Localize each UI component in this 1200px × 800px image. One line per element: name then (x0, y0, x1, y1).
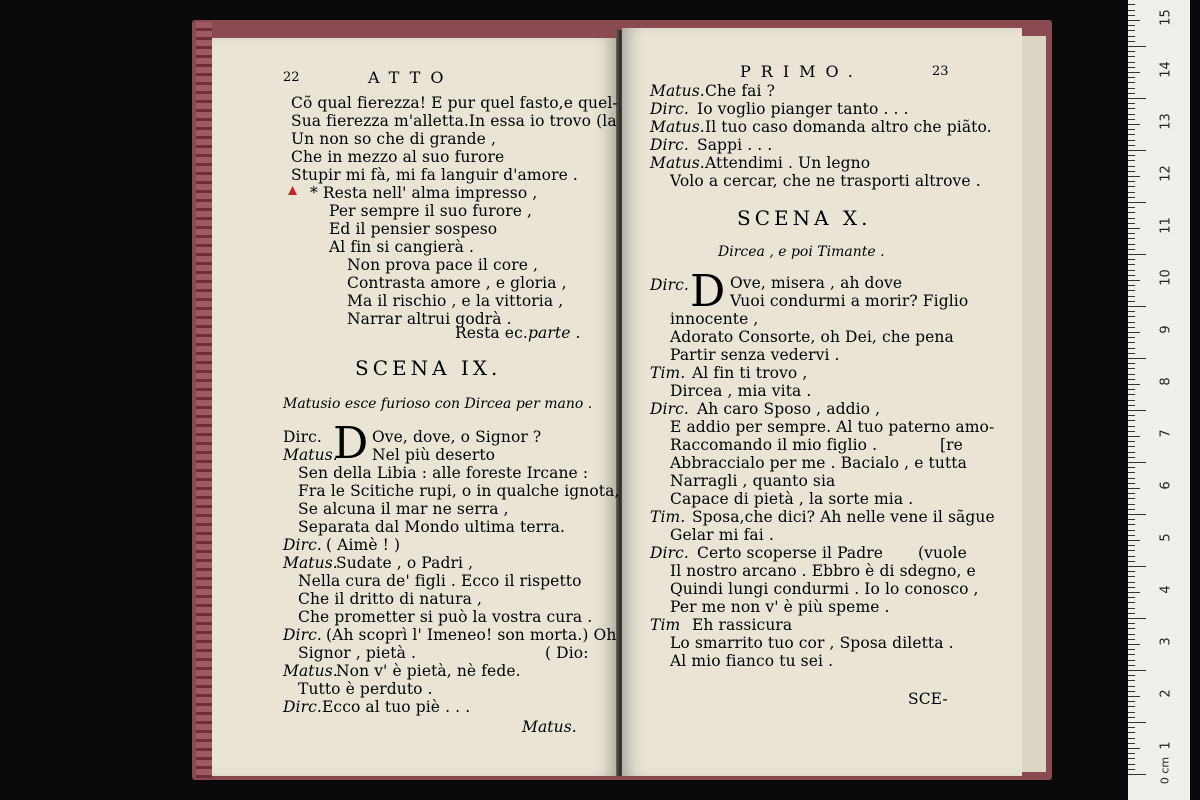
page-number-right: 23 (932, 64, 949, 79)
ruler-tick (1128, 535, 1135, 536)
ruler-tick (1128, 114, 1135, 115)
dialogue-line: Narragli , quanto sia (670, 472, 836, 490)
ruler-tick (1128, 51, 1135, 52)
stage-direction-right: Dircea , e poi Timante . (718, 244, 885, 260)
text-line: Sen della Libia : alle foreste Ircane : (298, 464, 589, 482)
ruler-tick (1128, 181, 1135, 182)
ruler-tick (1128, 145, 1135, 146)
ruler-tick (1128, 660, 1135, 661)
ruler-tick (1128, 197, 1135, 198)
ruler-tick (1128, 322, 1135, 323)
aria-line: Per sempre il suo furore , (329, 202, 533, 220)
ruler-tick (1128, 218, 1135, 219)
ruler-tick (1128, 384, 1140, 385)
dialogue-line: Raccomando il mio figlio . (670, 436, 878, 454)
ruler-tick (1128, 25, 1135, 26)
measurement-ruler (1128, 0, 1190, 800)
ruler-number: 2 (1158, 689, 1174, 698)
ruler-number: 10 (1158, 269, 1174, 286)
aria-line: * Resta nell' alma impresso , (310, 184, 538, 202)
ruler-tick (1128, 452, 1135, 453)
ruler-tick (1128, 389, 1135, 390)
ruler-tick (1128, 285, 1135, 286)
ruler-tick (1128, 46, 1146, 47)
dialogue-line: E addio per sempre. Al tuo paterno amo- (670, 418, 995, 436)
ruler-tick (1128, 332, 1140, 333)
ruler-tick (1128, 639, 1135, 640)
ruler-tick (1128, 311, 1135, 312)
ruler-tick (1128, 613, 1135, 614)
speaker: Tim (650, 616, 681, 634)
ruler-number: 5 (1158, 533, 1174, 542)
ruler-number: 15 (1158, 9, 1174, 26)
ruler-tick (1128, 290, 1135, 291)
book-edge (196, 22, 212, 778)
dialogue-line: Volo a cercar, che ne trasporti altrove . (670, 172, 981, 190)
ruler-tick (1128, 493, 1135, 494)
dialogue-line: Attendimi . Un legno (705, 154, 871, 172)
text-line: Stupir mi fà, mi fa languir d'amore . (291, 166, 578, 184)
ruler-number: 8 (1158, 377, 1174, 386)
ruler-tick (1128, 415, 1135, 416)
ruler-tick (1128, 30, 1135, 31)
dialogue-line: Nel più deserto (372, 446, 496, 464)
ruler-tick (1128, 353, 1135, 354)
dialogue-line: Che il dritto di natura , (298, 590, 483, 608)
ruler-tick (1128, 608, 1135, 609)
dialogue-line: Dircea , mia vita . (670, 382, 812, 400)
dialogue-line: [re (940, 436, 963, 454)
speaker: Dirc. (650, 276, 689, 294)
dialogue-line: Ove, misera , ah dove (730, 274, 903, 292)
ruler-tick (1128, 238, 1135, 239)
ruler-tick (1128, 171, 1135, 172)
ruler-tick (1128, 270, 1135, 271)
ruler-number: 13 (1158, 113, 1174, 130)
dialogue-line: Eh rassicura (692, 616, 793, 634)
ruler-tick (1128, 186, 1135, 187)
ruler-tick (1128, 192, 1135, 193)
ruler-tick (1128, 743, 1135, 744)
ruler-tick (1128, 498, 1135, 499)
ruler-tick (1128, 296, 1135, 297)
ruler-tick (1128, 280, 1140, 281)
dialogue-line: Quindi lungi condurmi . Io lo conosco , (670, 580, 979, 598)
ruler-tick (1128, 524, 1135, 525)
dialogue-line: Signor , pietà . (298, 644, 416, 662)
text-line: Fra le Scitiche rupi, o in qualche ignota, (298, 482, 620, 500)
ruler-tick (1128, 155, 1135, 156)
dialogue-line: Al fin ti trovo , (692, 364, 808, 382)
ruler-tick (1128, 36, 1135, 37)
ruler-tick (1128, 618, 1146, 619)
running-head-right: PRIMO. (740, 62, 863, 81)
dialogue-line: (Ah scoprì l' Imeneo! son morta.) Oh (326, 626, 617, 644)
ruler-tick (1128, 98, 1146, 99)
ruler-tick (1128, 665, 1135, 666)
ruler-tick (1128, 72, 1140, 73)
ruler-tick (1128, 244, 1135, 245)
ruler-number: 4 (1158, 585, 1174, 594)
ruler-number: 9 (1158, 325, 1174, 334)
ruler-tick (1128, 597, 1135, 598)
ruler-tick (1128, 249, 1135, 250)
exit-text: Resta ec. (455, 324, 528, 342)
ruler-tick (1128, 259, 1135, 260)
dialogue-line: Il tuo caso domanda altro che piãto. (705, 118, 992, 136)
ruler-tick (1128, 88, 1135, 89)
ruler-tick (1128, 753, 1135, 754)
ruler-tick (1128, 774, 1146, 775)
ruler-tick (1128, 758, 1135, 759)
speaker: Tim. (650, 364, 686, 382)
ruler-tick (1128, 571, 1135, 572)
dialogue-line: Abbraccialo per me . Bacialo , e tutta (670, 454, 967, 472)
text-line: Cõ qual fierezza! E pur quel fasto,e quel- (291, 94, 618, 112)
ruler-tick (1128, 769, 1135, 770)
ruler-tick (1128, 368, 1135, 369)
ruler-tick (1128, 680, 1135, 681)
speaker: Dirc. (283, 698, 322, 716)
text-line: Che in mezzo al suo furore (291, 148, 505, 166)
ruler-tick (1128, 426, 1135, 427)
ruler-number: 14 (1158, 61, 1174, 78)
drop-cap: D (333, 418, 369, 469)
ruler-tick (1128, 675, 1135, 676)
ruler-tick (1128, 363, 1135, 364)
dialogue-line: Per me non v' è più speme . (670, 598, 890, 616)
ruler-tick (1128, 472, 1135, 473)
ruler-unit: 0 cm (1158, 756, 1172, 785)
ruler-tick (1128, 462, 1146, 463)
ruler-tick (1128, 160, 1135, 161)
ruler-tick (1128, 649, 1135, 650)
ruler-tick (1128, 670, 1146, 671)
ruler-tick (1128, 93, 1135, 94)
ruler-tick (1128, 337, 1135, 338)
ruler-tick (1128, 134, 1135, 135)
ruler-tick (1128, 348, 1135, 349)
ruler-tick (1128, 717, 1135, 718)
ruler-tick (1128, 124, 1140, 125)
ruler-tick (1128, 457, 1135, 458)
dialogue-line: Nella cura de' figli . Ecco il rispetto (298, 572, 582, 590)
ruler-tick (1128, 504, 1135, 505)
ruler-tick (1128, 212, 1135, 213)
dialogue-line: Ah caro Sposo , addio , (697, 400, 881, 418)
ruler-tick (1128, 41, 1135, 42)
dialogue-line: Sposa,che dici? Ah nelle vene il sãgue (692, 508, 995, 526)
ruler-tick (1128, 82, 1135, 83)
dialogue-line: Che prometter si può la vostra cura . (298, 608, 593, 626)
dialogue-line: Adorato Consorte, oh Dei, che pena (670, 328, 954, 346)
speaker: Matus. (283, 554, 338, 572)
ruler-tick (1128, 394, 1135, 395)
dialogue-line: Certo scoperse il Padre (697, 544, 884, 562)
dialogue-line: Lo smarrito tuo cor , Sposa diletta . (670, 634, 954, 652)
ruler-tick (1128, 400, 1135, 401)
text-line: Un non so che di grande , (291, 130, 496, 148)
dialogue-line: Vuoi condurmi a morir? Figlio (730, 292, 969, 310)
dialogue-line: Il nostro arcano . Ebbro è di sdegno, e (670, 562, 976, 580)
ruler-tick (1128, 576, 1135, 577)
speaker: Matus. (283, 446, 338, 464)
catchword-left: Matus. (522, 718, 577, 736)
text-line: Se alcuna il mar ne serra , (298, 500, 509, 518)
ruler-tick (1128, 764, 1135, 765)
ruler-tick (1128, 223, 1135, 224)
dialogue-line: innocente , (670, 310, 759, 328)
ruler-tick (1128, 358, 1146, 359)
dialogue-line: Gelar mi fai . (670, 526, 774, 544)
ruler-number: 3 (1158, 637, 1174, 646)
text-line: Sua fierezza m'alletta.In essa io trovo (la (291, 112, 617, 130)
ruler-tick (1128, 10, 1135, 11)
ruler-tick (1128, 15, 1135, 16)
ruler-tick (1128, 623, 1135, 624)
ruler-tick (1128, 150, 1146, 151)
ruler-tick (1128, 446, 1135, 447)
ruler-tick (1128, 556, 1135, 557)
ruler-tick (1128, 478, 1135, 479)
ruler-tick (1128, 20, 1140, 21)
ruler-tick (1128, 701, 1135, 702)
dialogue-line: ( Dio: (545, 644, 589, 662)
dialogue-line: Sappi . . . (697, 136, 773, 154)
dialogue-line: (vuole (918, 544, 967, 562)
ruler-number: 6 (1158, 481, 1174, 490)
ruler-tick (1128, 727, 1135, 728)
ruler-tick (1128, 467, 1135, 468)
dialogue-line: Ecco al tuo piè . . . (322, 698, 471, 716)
dialogue-line: Partir senza vedervi . (670, 346, 840, 364)
ruler-tick (1128, 514, 1146, 515)
dialogue-line: Tutto è perduto . (298, 680, 433, 698)
aria-line: Ma il rischio , e la vittoria , (347, 292, 564, 310)
ruler-number: 11 (1158, 217, 1174, 234)
dialogue-line: Io voglio pianger tanto . . . (697, 100, 909, 118)
ruler-tick (1128, 233, 1135, 234)
ruler-tick (1128, 264, 1135, 265)
speaker: Matus. (650, 118, 705, 136)
ruler-tick (1128, 738, 1135, 739)
dialogue-line: Non v' è pietà, nè fede. (336, 662, 521, 680)
ruler-tick (1128, 587, 1135, 588)
ruler-tick (1128, 176, 1140, 177)
ruler-tick (1128, 62, 1135, 63)
ruler-tick (1128, 431, 1135, 432)
aria-line: Ed il pensier sospeso (329, 220, 498, 238)
speaker: Tim. (650, 508, 686, 526)
ruler-tick (1128, 691, 1135, 692)
dialogue-line: Che fai ? (705, 82, 776, 100)
catchword-right: SCE- (908, 690, 948, 708)
drop-cap: D (690, 266, 726, 317)
ruler-tick (1128, 254, 1146, 255)
text-line: Separata dal Mondo ultima terra. (298, 518, 565, 536)
ruler-tick (1128, 644, 1140, 645)
aria-line: Narrar altrui godrà . (347, 310, 512, 328)
dialogue-line: Capace di pietà , la sorte mia . (670, 490, 914, 508)
ruler-tick (1128, 410, 1146, 411)
exit-direction: parte . (528, 324, 581, 342)
scene-title-right: SCENA X. (737, 206, 872, 230)
ruler-tick (1128, 228, 1140, 229)
ruler-tick (1128, 275, 1135, 276)
ruler-tick (1128, 119, 1135, 120)
ruler-tick (1128, 374, 1135, 375)
ruler-tick (1128, 706, 1135, 707)
ruler-tick (1128, 103, 1135, 104)
speaker: Dirc. (650, 544, 689, 562)
speaker: Matus. (650, 154, 705, 172)
ruler-tick (1128, 654, 1135, 655)
dialogue-line: Sudate , o Padri , (336, 554, 474, 572)
speaker: Dirc. (283, 626, 322, 644)
ruler-tick (1128, 316, 1135, 317)
ruler-tick (1128, 483, 1135, 484)
ruler-tick (1128, 722, 1146, 723)
speaker: Dirc. (283, 428, 322, 446)
dialogue-line: Al mio fianco tu sei . (670, 652, 834, 670)
ruler-tick (1128, 686, 1135, 687)
speaker: Dirc. (283, 536, 322, 554)
ruler-tick (1128, 592, 1140, 593)
dialogue-line: ( Aimè ! ) (326, 536, 401, 554)
ruler-tick (1128, 628, 1135, 629)
ruler-number: 1 (1158, 741, 1174, 750)
scene-title-left: SCENA IX. (355, 356, 502, 380)
page-number-left: 22 (283, 70, 300, 85)
ruler-tick (1128, 566, 1146, 567)
speaker: Matus. (283, 662, 338, 680)
speaker: Matus. (650, 82, 705, 100)
ruler-tick (1128, 129, 1135, 130)
ruler-tick (1128, 540, 1140, 541)
ruler-tick (1128, 4, 1135, 5)
aria-line: Contrasta amore , e gloria , (347, 274, 567, 292)
ruler-tick (1128, 379, 1135, 380)
ruler-number: 7 (1158, 429, 1174, 438)
ruler-tick (1128, 488, 1140, 489)
ruler-tick (1128, 108, 1135, 109)
aria-line: Al fin si cangierà . (329, 238, 474, 256)
ruler-tick (1128, 712, 1135, 713)
ruler-tick (1128, 342, 1135, 343)
ruler-tick (1128, 306, 1146, 307)
ruler-tick (1128, 301, 1135, 302)
ruler-tick (1128, 748, 1140, 749)
ruler-tick (1128, 207, 1135, 208)
ruler-tick (1128, 732, 1135, 733)
ruler-tick (1128, 140, 1135, 141)
aria-line: Non prova pace il core , (347, 256, 539, 274)
ruler-tick (1128, 634, 1135, 635)
ruler-tick (1128, 550, 1135, 551)
ruler-tick (1128, 327, 1135, 328)
speaker: Dirc. (650, 400, 689, 418)
ruler-tick (1128, 166, 1135, 167)
speaker: Dirc. (650, 136, 689, 154)
ruler-tick (1128, 441, 1135, 442)
ruler-tick (1128, 420, 1135, 421)
ruler-tick (1128, 77, 1135, 78)
running-head-left: ATTO (368, 68, 454, 87)
ruler-tick (1128, 545, 1135, 546)
speaker: Dirc. (650, 100, 689, 118)
ruler-tick (1128, 696, 1140, 697)
ruler-tick (1128, 519, 1135, 520)
stage-direction-left: Matusio esce furioso con Dircea per mano . (283, 396, 593, 412)
ruler-tick (1128, 436, 1140, 437)
ruler-tick (1128, 561, 1135, 562)
ruler-tick (1128, 602, 1135, 603)
ruler-tick (1128, 530, 1135, 531)
ruler-tick (1128, 56, 1135, 57)
ruler-tick (1128, 405, 1135, 406)
ruler-tick (1128, 582, 1135, 583)
ruler-number: 12 (1158, 165, 1174, 182)
ruler-tick (1128, 202, 1146, 203)
ruler-tick (1128, 509, 1135, 510)
ruler-tick (1128, 67, 1135, 68)
dialogue-line: Ove, dove, o Signor ? (372, 428, 542, 446)
